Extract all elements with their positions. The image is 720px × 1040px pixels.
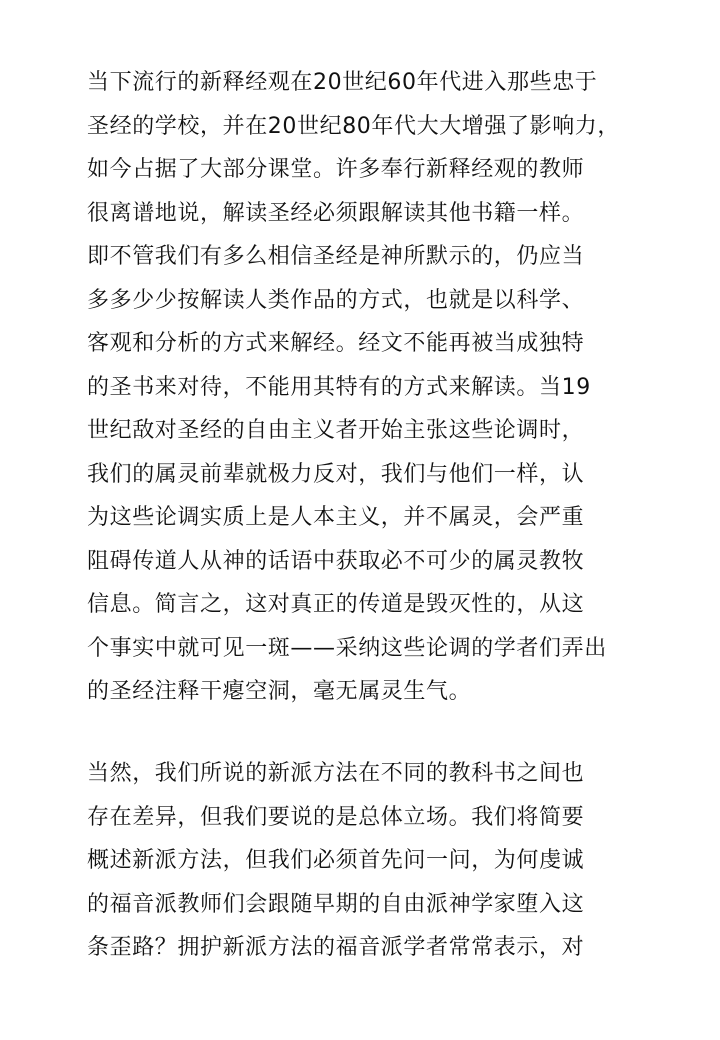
text-line: 为这些论调实质上是人本主义，并不属灵，会严重: [87, 505, 585, 530]
text-line: 即不管我们有多么相信圣经是神所默示的，仍应当: [87, 244, 585, 269]
text-line: 概述新派方法，但我们必须首先问一问，为何虔诚: [87, 848, 585, 873]
text-line: 阻碍传道人从神的话语中获取必不可少的属灵教牧: [87, 548, 585, 574]
paragraph-2: [87, 752, 584, 970]
text-line: 个事实中就可见一斑——采纳这些论调的学者们弄出: [87, 635, 607, 661]
paragraph-1: [87, 61, 620, 714]
text-line: 当然，我们所说的新派方法在不同的教科书之间也: [87, 761, 585, 786]
text-line: 信息。简言之，这对真正的传道是毁灭性的，从这: [87, 592, 585, 617]
text-line: 很离谱地说，解读圣经必须跟解读其他书籍一样。: [87, 200, 585, 226]
text-line: 世纪敌对圣经的自由主义者开始主张这些论调时，: [87, 418, 585, 443]
text-line: 多多少少按解读人类作品的方式，也就是以科学、: [87, 287, 585, 313]
text-line: 圣经的学校，并在20世纪80年代大大增强了影响力，: [87, 113, 620, 139]
text-line: 客观和分析的方式来解经。经文不能再被当成独特: [87, 331, 585, 356]
text-line: 我们的属灵前辈就极力反对，我们与他们一样，认: [87, 461, 585, 487]
text-line: 当下流行的新释经观在20世纪60年代进入那些忠于: [87, 70, 598, 95]
text-line: 如今占据了大部分课堂。许多奉行新释经观的教师: [87, 157, 585, 182]
text-line: 条歪路？拥护新派方法的福音派学者常常表示，对: [87, 935, 585, 960]
text-line: 的圣书来对待，不能用其特有的方式来解读。当19: [87, 374, 591, 400]
text-line: 存在差异，但我们要说的是总体立场。我们将简要: [87, 804, 585, 830]
text-line: 的福音派教师们会跟随早期的自由派神学家堕入这: [87, 891, 585, 917]
text-line: 的圣经注释干瘪空洞，毫无属灵生气。: [87, 679, 472, 704]
